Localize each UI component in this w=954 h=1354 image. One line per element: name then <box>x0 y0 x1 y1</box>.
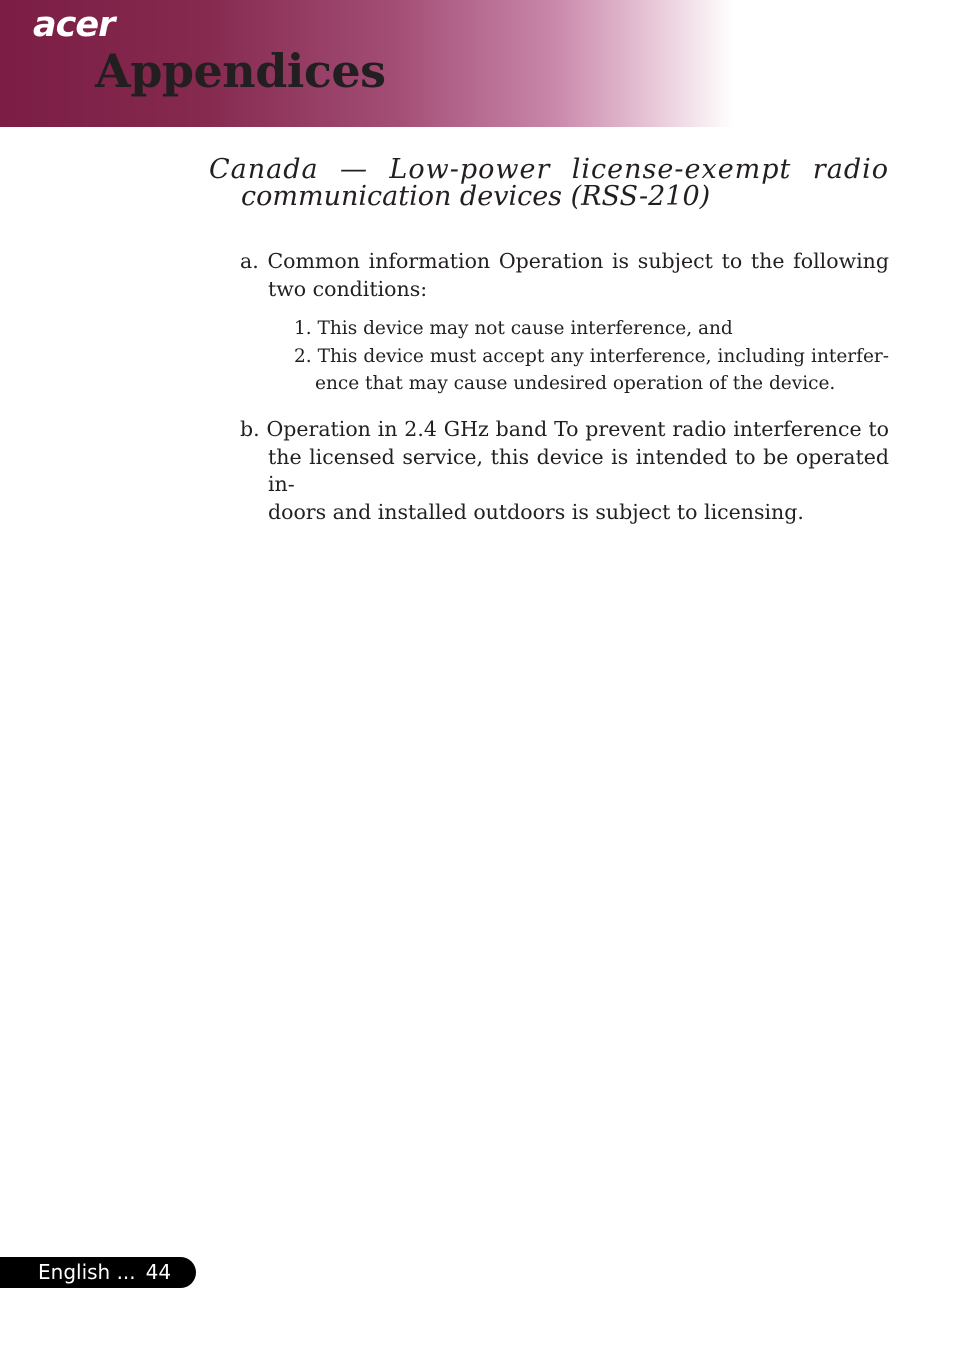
header-band <box>0 0 954 127</box>
paragraph-b <box>240 416 889 526</box>
acer-logo: acer <box>33 5 115 45</box>
condition-item-1 <box>294 315 889 343</box>
paragraph-a <box>240 248 889 303</box>
footer-language: English ... <box>38 1260 136 1284</box>
paragraph-a-line-1: a. Common information Operation is subject to the following <box>240 249 889 273</box>
condition-item-1-text: 1. This device may not cause interference, and <box>294 318 733 339</box>
condition-item-2-line-2: ence that may cause undesired operation of the device. <box>315 373 836 394</box>
section-heading-line-1: Canada — Low-power license-exempt radio <box>209 154 889 185</box>
paragraph-b-line-3: doors and installed outdoors is subject to licensing. <box>268 499 804 524</box>
page-title: Appendices <box>95 44 386 98</box>
section-heading <box>209 156 889 210</box>
condition-item-2 <box>294 343 889 398</box>
condition-item-2-line-1: 2. This device must accept any interference, including interfer- <box>294 345 889 367</box>
paragraph-a-line-2: two conditions: <box>268 276 428 301</box>
page-footer-tab <box>0 1257 196 1288</box>
paragraph-b-line-1: b. Operation in 2.4 GHz band To prevent radio interference to <box>240 417 889 441</box>
section-heading-line-2: communication devices (RSS-210) <box>241 181 711 212</box>
paragraph-b-line-2: the licensed service, this device is intended to be operated in- <box>268 444 889 496</box>
conditions-list <box>294 315 889 398</box>
footer-page-number: 44 <box>145 1260 172 1284</box>
